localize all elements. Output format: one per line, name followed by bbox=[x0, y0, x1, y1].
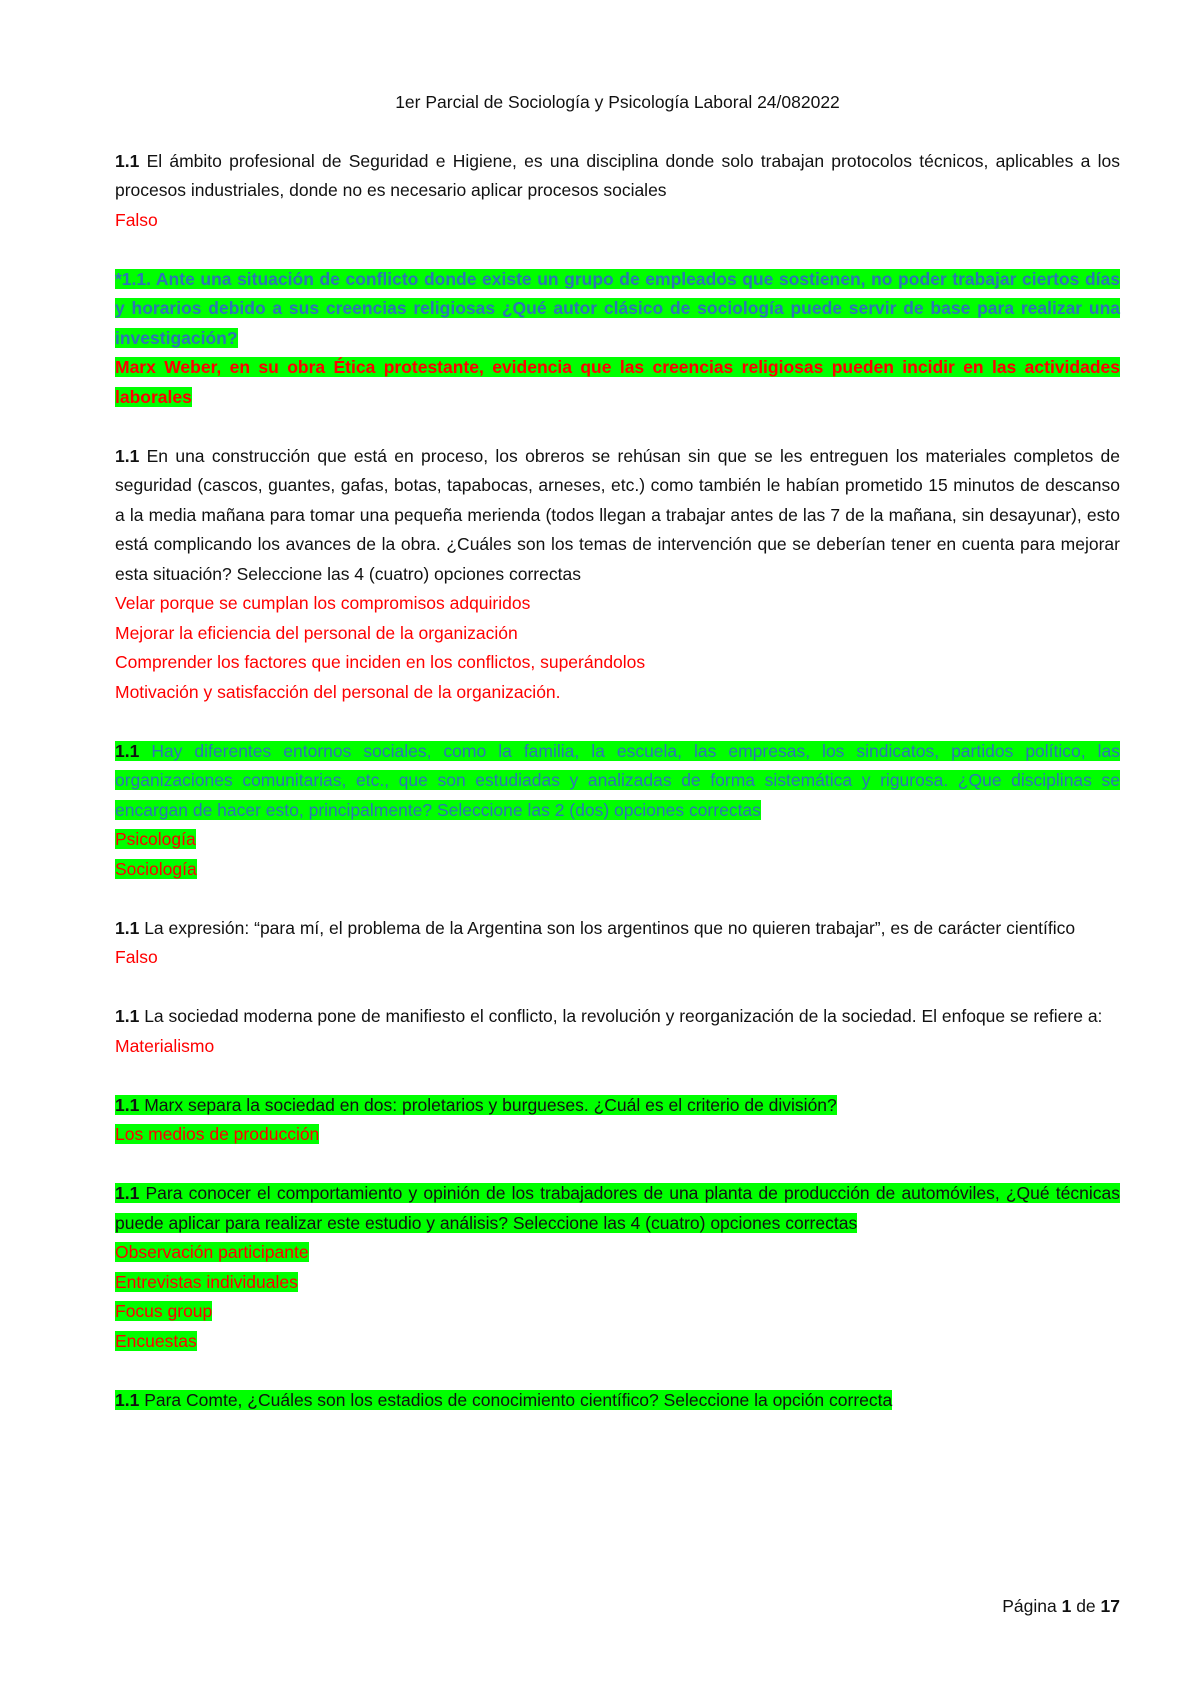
answer-text bbox=[115, 1120, 1120, 1150]
answer-text bbox=[115, 353, 1120, 412]
footer-middle: de bbox=[1071, 1596, 1101, 1616]
question-number: 1.1 bbox=[115, 1389, 140, 1410]
answer-highlight: Focus group bbox=[115, 1301, 213, 1321]
question-block bbox=[115, 265, 1120, 413]
question-text bbox=[115, 147, 1120, 206]
question-number: 1.1 bbox=[115, 445, 140, 466]
question-block bbox=[115, 1179, 1120, 1356]
answer-text: Comprender los factores que inciden en los conflictos, superándolos bbox=[115, 652, 646, 672]
answer-text: Falso bbox=[115, 209, 158, 230]
question-body: Para Comte, ¿Cuáles son los estadios de conocimiento científico? Seleccione la opción correcta bbox=[139, 1389, 893, 1410]
question-body: La expresión: “para mí, el problema de la Argentina son los argentinos que no quieren trabajar”, es de carácter científico bbox=[139, 917, 1076, 938]
question-text bbox=[115, 265, 1120, 354]
answer-text bbox=[115, 855, 1120, 885]
question-body: Marx separa la sociedad en dos: proletarios y burgueses. ¿Cuál es el criterio de división? bbox=[139, 1094, 837, 1115]
page-footer bbox=[1002, 1596, 1120, 1617]
question-number: 1.1 bbox=[115, 1183, 140, 1203]
answer-highlight: Psicología bbox=[115, 829, 196, 849]
question-number: 1.1 bbox=[115, 740, 140, 761]
question-text bbox=[115, 1386, 1120, 1416]
question-number: 1.1 bbox=[115, 1094, 140, 1115]
answer-text bbox=[115, 1268, 1120, 1298]
question-body: La sociedad moderna pone de manifiesto el conflicto, la revolución y reorganización de la sociedad. El enfoque se refiere a: bbox=[139, 1006, 1103, 1026]
question-number: *1.1. bbox=[115, 268, 151, 289]
question-body: En una construcción que está en proceso, los obreros se rehúsan sin que se les entreguen los materiales completos de seguridad (cascos, guantes, gafas, botas, tapabocas, arneses, etc.) como también le habían prometido 15 minutos de descanso a la media mañana para tomar una pequeña merienda (todos llegan a trabajar antes de las 7 de la mañana, sin desayunar), esto está complicando los avances de la obra. ¿Cuáles son los temas de intervención que se deberían tener en cuenta para mejorar esta situación? Seleccione las 4 (cuatro) opciones correctas bbox=[115, 445, 1120, 584]
question-block bbox=[115, 1386, 1120, 1416]
question-body: Ante una situación de conflicto donde existe un grupo de empleados que sostienen, no poder trabajar ciertos días y horarios debido a sus creencias religiosas ¿Qué autor clásico de sociología puede servir de base para realizar una investigación? bbox=[115, 268, 1120, 348]
question-number: 1.1 bbox=[115, 150, 140, 171]
document-body bbox=[115, 88, 1120, 1445]
question-text bbox=[115, 1002, 1120, 1032]
question-text bbox=[115, 737, 1120, 826]
answer-text bbox=[115, 1297, 1120, 1327]
document-title: 1er Parcial de Sociología y Psicología Laboral 24/082022 bbox=[395, 92, 840, 112]
answer-highlight: Sociología bbox=[115, 858, 197, 879]
footer-total-pages: 17 bbox=[1100, 1596, 1120, 1616]
answer-text: Motivación y satisfacción del personal de la organización. bbox=[115, 681, 561, 702]
question-block bbox=[115, 914, 1120, 973]
answer-highlight: Los medios de producción bbox=[115, 1124, 320, 1144]
answer-text: Materialismo bbox=[115, 1035, 215, 1056]
answer-text bbox=[115, 1238, 1120, 1268]
answer-text: Falso bbox=[115, 947, 158, 967]
footer-prefix: Página bbox=[1002, 1596, 1062, 1616]
question-text bbox=[115, 442, 1120, 590]
question-block bbox=[115, 1091, 1120, 1150]
question-text bbox=[115, 1179, 1120, 1238]
answer-text: Mejorar la eficiencia del personal de la organización bbox=[115, 622, 518, 643]
question-block bbox=[115, 442, 1120, 708]
question-body: El ámbito profesional de Seguridad e Higiene, es una disciplina donde solo trabajan protocolos técnicos, aplicables a los procesos industriales, donde no es necesario aplicar procesos sociales bbox=[115, 150, 1120, 200]
answer-highlight: Observación participante bbox=[115, 1242, 309, 1262]
answer-highlight: Encuestas bbox=[115, 1330, 197, 1351]
question-block bbox=[115, 147, 1120, 236]
answer-text: Velar porque se cumplan los compromisos adquiridos bbox=[115, 593, 531, 613]
footer-page-number: 1 bbox=[1061, 1596, 1072, 1616]
answer-highlight: Marx Weber, en su obra Ética protestante, evidencia que las creencias religiosas pueden incidir en las actividades laborales bbox=[115, 357, 1120, 407]
question-number: 1.1 bbox=[115, 917, 140, 938]
question-block bbox=[115, 737, 1120, 885]
question-number: 1.1 bbox=[115, 1006, 140, 1026]
question-body: Para conocer el comportamiento y opinión de los trabajadores de una planta de producción de automóviles, ¿Qué técnicas puede aplicar para realizar este estudio y análisis? Seleccione las 4 (cuatro) opciones correctas bbox=[115, 1183, 1120, 1233]
question-text bbox=[115, 1091, 1120, 1121]
question-body: Hay diferentes entornos sociales, como la familia, la escuela, las empresas, los sindicatos, partidos político, las organizaciones comunitarias, etc., que son estudiadas y analizadas de forma sistemática y rigurosa. ¿Que disciplinas se encargan de hacer esto, principalmente? Seleccione las 2 (dos) opciones correctas bbox=[115, 740, 1120, 820]
question-text bbox=[115, 914, 1120, 944]
answer-text bbox=[115, 825, 1120, 855]
answer-highlight: Entrevistas individuales bbox=[115, 1271, 298, 1292]
answer-text bbox=[115, 1327, 1120, 1357]
question-block bbox=[115, 1002, 1120, 1061]
